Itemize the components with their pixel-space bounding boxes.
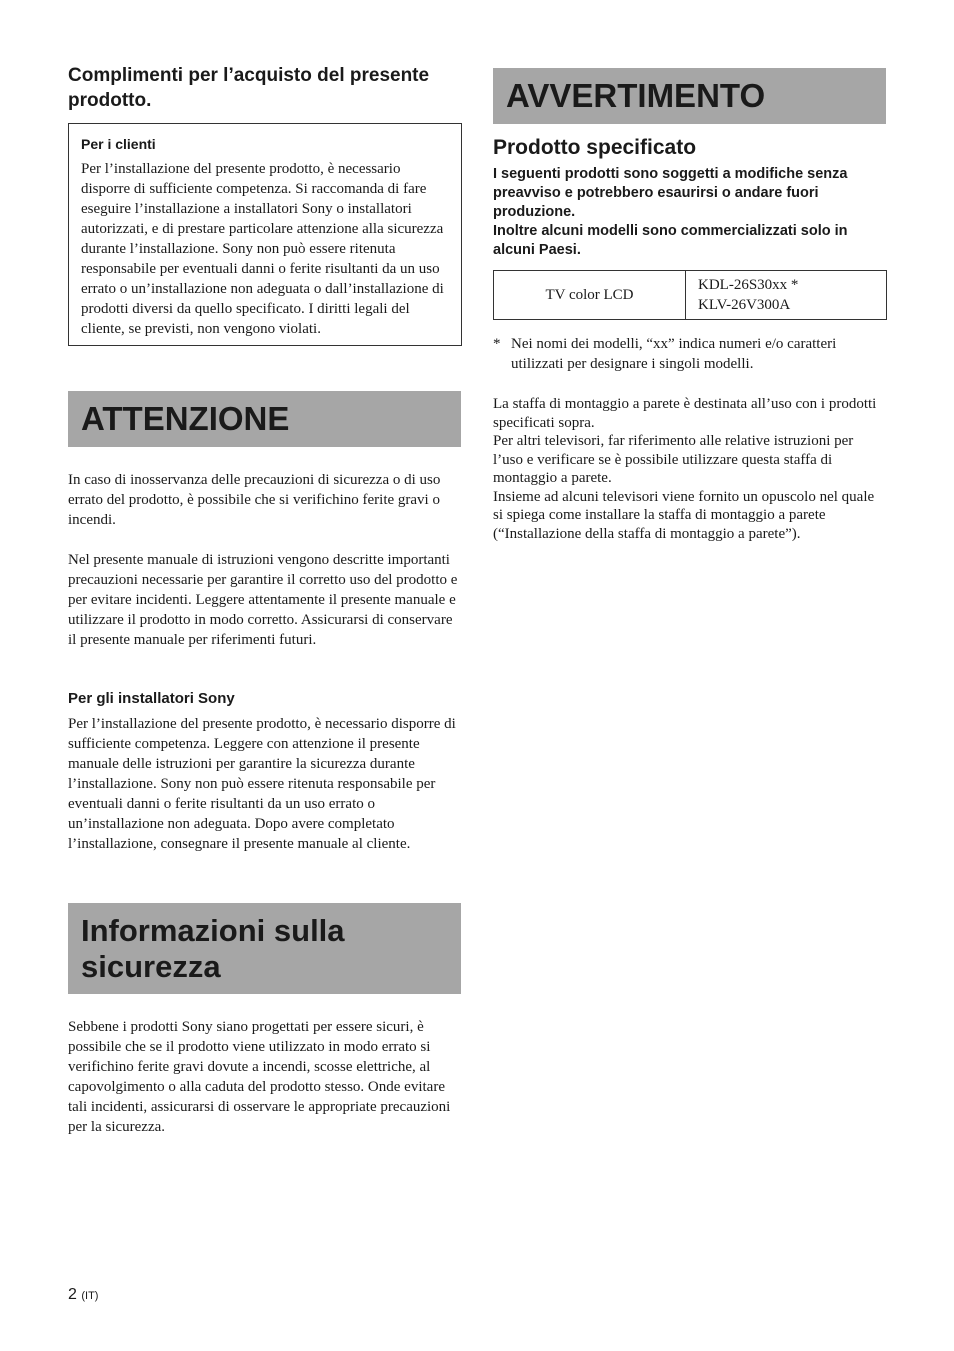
attenzione-paragraph-1: In caso di inosservanza delle precauzioni di sicurezza o di uso errato del prodotto, è possibile che si verifichino ferite gravi o incendi. [68, 472, 441, 528]
safety-info-banner: Informazioni sulla sicurezza [68, 903, 461, 994]
notice-line-2: Inoltre alcuni modelli sono commercializzati solo in alcuni Paesi. [493, 223, 848, 258]
customers-text: Per l’installazione del presente prodotto, è necessario disporre di sufficiente competenza. Si raccomanda di fare eseguire l’installazione a installatori Sony o installatori autorizzati, e di prestare particolare attenzione alla sicurezza durante l’installazione. Sony non può essere ritenuta responsabile per eventuali danni o ferite risultanti da un uso errato o un’installazione non adeguata o dall’installazione di prodotti diversi da quello specificato. I diritti legali del cliente, se previsti, non vengono violati. [81, 161, 444, 337]
bracket-line-1: La staffa di montaggio a parete è destinata all’uso con i prodotti specificati sopra. [493, 396, 877, 431]
footnote-mark: * [493, 336, 501, 352]
avvertimento-banner: AVVERTIMENTO [493, 68, 886, 124]
table-row [494, 271, 887, 320]
model-name-1: KDL-26S30xx * [698, 277, 799, 293]
footnote-text: Nei nomi dei modelli, “xx” indica numeri e/o caratteri utilizzati per designare i singoli modelli. [511, 336, 837, 372]
attenzione-paragraph-2: Nel presente manuale di istruzioni vengono descritte importanti precauzioni necessarie per garantire il corretto uso del prodotto e per evitare incidenti. Leggere attentamente il presente manuale e utilizzare il prodotto in modo corretto. Assicurarsi di conservare il presente manuale per riferimenti futuri. [68, 552, 458, 648]
notice-line-1: I seguenti prodotti sono soggetti a modifiche senza preavviso e potrebbero esaurirsi o andare fuori produzione. [493, 166, 848, 220]
specified-product-notice [493, 165, 887, 260]
bracket-usage-text [493, 395, 887, 543]
intro-title: Complimenti per l’acquisto del presente prodotto. [68, 65, 430, 111]
page-language: (IT) [81, 1290, 99, 1302]
customers-heading: Per i clienti [81, 136, 156, 152]
installers-text: Per l’installazione del presente prodotto, è necessario disporre di sufficiente competenza. Leggere con attenzione il presente manuale delle istruzioni per garantire la sicurezza durante l’installazione. Sony non può essere ritenuta responsabile per eventuali danni o ferite risultanti da un uso errato o un’installazione non adeguata. Dopo avere completato l’installazione, consegnare il presente manuale al cliente. [68, 716, 456, 852]
bracket-line-3: Insieme ad alcuni televisori viene fornito un opuscolo nel quale si spiega come installare la staffa di montaggio a parete (“Installazione della staffa di montaggio a parete”). [493, 488, 875, 542]
model-footnote [493, 334, 887, 374]
model-names-cell [686, 271, 887, 320]
installers-heading: Per gli installatori Sony [68, 690, 235, 707]
specified-product-title: Prodotto specificato [493, 136, 697, 159]
model-name-2: KLV-26V300A [698, 297, 791, 313]
safety-info-text: Sebbene i prodotti Sony siano progettati per essere sicuri, è possibile che se il prodotto viene utilizzato in modo errato si verifichino ferite gravi dovute a incendi, scosse elettriche, al capovolgimento o alla caduta del prodotto stesso. Onde evitare tali incidenti, assicurarsi di osservare le appropriate precauzioni per la sicurezza. [68, 1019, 451, 1135]
models-table [493, 270, 887, 320]
page-number [68, 1286, 98, 1304]
product-type-cell: TV color LCD [494, 271, 686, 320]
customers-notice-box [68, 123, 462, 346]
page-number-value: 2 [68, 1286, 77, 1303]
bracket-line-2: Per altri televisori, far riferimento alle relative istruzioni per l’uso e verificare se è possibile utilizzare questa staffa di montaggio a parete. [493, 433, 854, 486]
attenzione-banner: ATTENZIONE [68, 391, 461, 447]
